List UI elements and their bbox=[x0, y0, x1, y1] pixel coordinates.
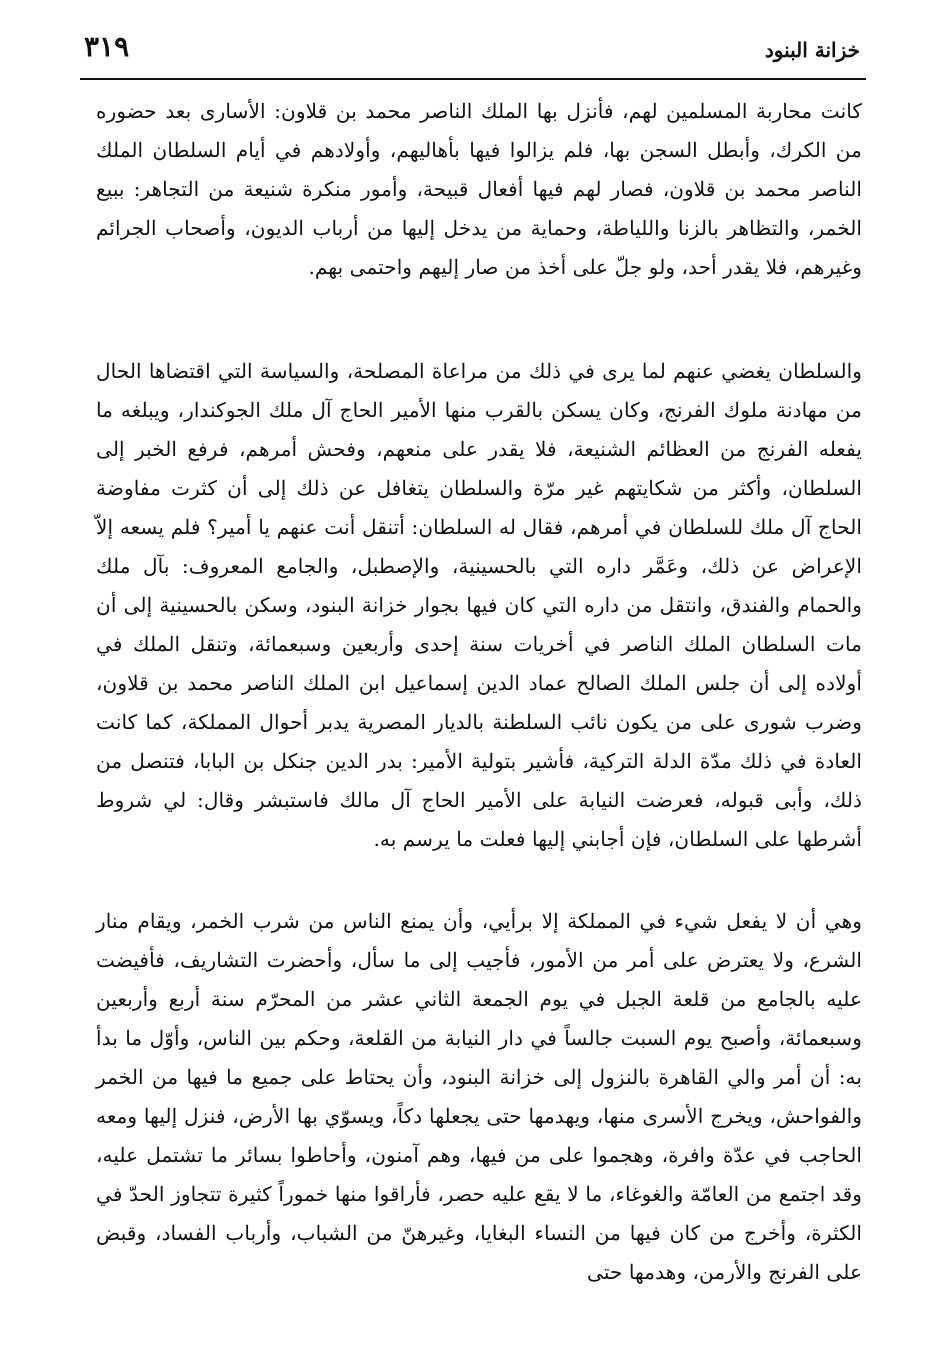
paragraph-1: كانت محاربة المسلمين لهم، فأنزل بها الملك الناصر محمد بن قلاون: الأسارى بعد حضوره من الكرك، وأبطل السجن بها، فلم يزالوا فيها بأهاليهم، وأولادهم في أيام السلطان الملك الناصر محمد بن قلاون، فصار لهم فيها أفعال قبيحة، وأمور منكرة شنيعة من التجاهر: ببيع الخمر، والتظاهر بالزنا واللياطة، وحماية من يدخل إليها من أرباب الديون، وأصحاب الجرائم وغيرهم، فلا يقدر أحد، ولو جلّ على أخذ من صار إليهم واحتمى بهم. bbox=[96, 99, 862, 279]
page-number: ٣١٩ bbox=[84, 30, 130, 63]
header-rule bbox=[80, 78, 866, 80]
paragraph-3: وهي أن لا يفعل شيء في المملكة إلا برأيي، وأن يمنع الناس من شرب الخمر، ويقام منار الشرع، ولا يعترض على أمر من الأمور، فأجيب إلى ما سأل، وأحضرت التشاريف، فأفيضت عليه بالجامع من قلعة الجبل في يوم الجمعة الثاني عشر من المحرّم سنة أربع وأربعين وسبعمائة، وأصبح يوم السبت جالساً في دار النيابة من القلعة، وحكم بين الناس، وأوّل ما بدأ به: أن أمر والي القاهرة بالنزول إلى خزانة البنود، وأن يحتاط على جميع ما فيها من الخمر والفواحش، ويخرج الأسرى منها، ويهدمها حتى يجعلها دكاً، ويسوّي بها الأرض، فنزل إليها ومعه الحاجب في عدّة وافرة، وهجموا على من فيها، وهم آمنون، وأحاطوا بسائر ما تشتمل عليه، وقد اجتمع من العامّة والغوغاء، ما لا يقع عليه حصر، فأراقوا منها خموراً كثيرة تتجاوز الحدّ في الكثرة، وأخرج من كان فيها من النساء البغايا، وغيرهنّ من الشباب، وأرباب الفساد، وقبض على الفرنج والأرمن، وهدمها حتى bbox=[96, 909, 862, 1284]
page-header bbox=[0, 0, 948, 78]
paragraph-2: والسلطان يغضي عنهم لما يرى في ذلك من مراعاة المصلحة، والسياسة التي اقتضاها الحال من مهادنة ملوك الفرنج، وكان يسكن بالقرب منها الأمير الحاج آل ملك الجوكندار، ويبلغه ما يفعله الفرنج من العظائم الشنيعة، فلا يقدر على منعهم، وفحش أمرهم، فرفع الخبر إلى السلطان، وأكثر من شكايتهم غير مرّة والسلطان يتغافل عن ذلك إلى أن كثرت مفاوضة الحاج آل ملك للسلطان في أمرهم، فقال له السلطان: أتنقل أنت عنهم يا أمير؟ فلم يسعه إلاّ الإعراض عن ذلك، وعَمَّر داره التي بالحسينية، والإصطبل، والجامع المعروف: بآل ملك والحمام والفندق، وانتقل من داره التي كان فيها بجوار خزانة البنود، وسكن بالحسينية إلى أن مات السلطان الملك الناصر في أخريات سنة إحدى وأربعين وسبعمائة، وتنقل الملك في أولاده إلى أن جلس الملك الصالح عماد الدين إسماعيل ابن الملك الناصر محمد بن قلاون، وضرب شورى على من يكون نائب السلطنة بالديار المصرية يدبر أحوال المملكة، كما كانت العادة في ذلك مدّة الدلة التركية، فأشير بتولية الأمير: بدر الدين جنكل بن البابا، فتنصل من ذلك، وأبى قبوله، فعرضت النيابة على الأمير الحاج آل مالك فاستبشر وقال: لي شروط أشرطها على السلطان، فإن أجابني إليها فعلت ما يرسم به. bbox=[96, 359, 862, 851]
running-title: خزانة البنود bbox=[764, 38, 860, 62]
